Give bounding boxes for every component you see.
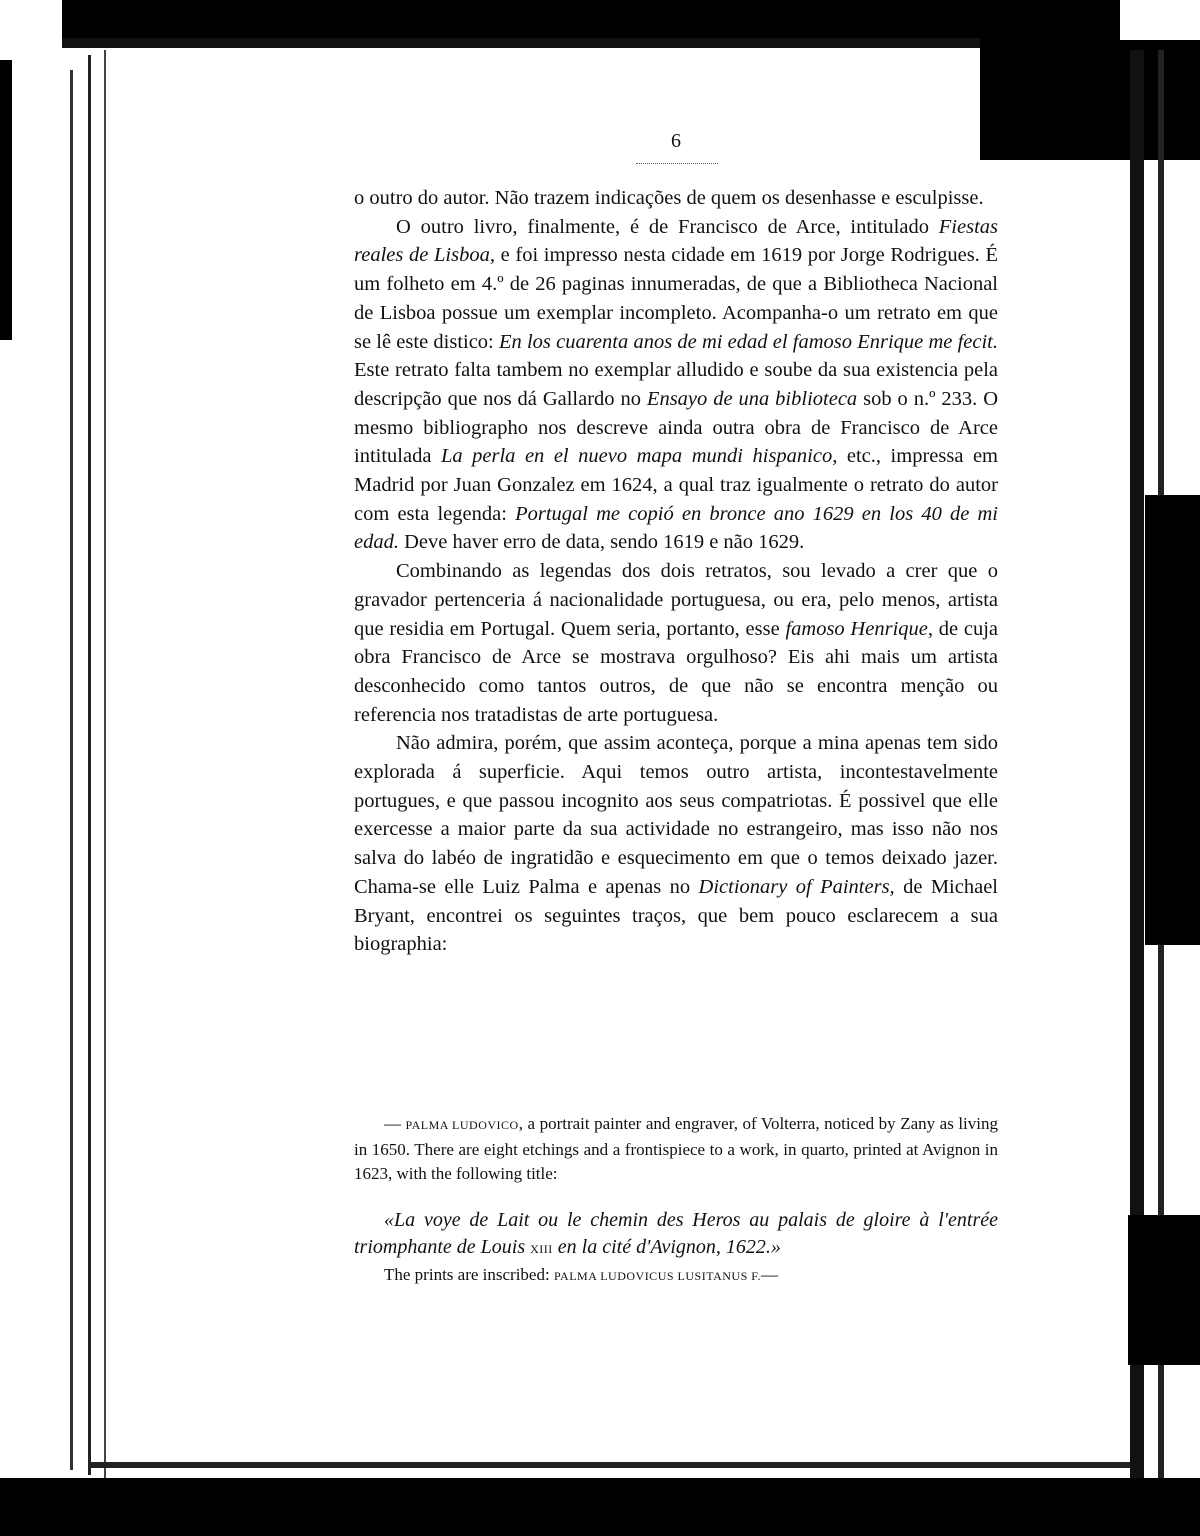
text-run: O outro livro, finalmente, é de Francisco de Arce, intitulado <box>396 215 939 238</box>
inscription-name: PALMA LUDOVICUS LUSITANUS F. <box>553 1268 761 1283</box>
entry-name: PALMA LUDOVICO <box>405 1118 519 1132</box>
paragraph <box>354 213 998 557</box>
text-run: o outro do autor. Não trazem indicações de quem os desenhasse e esculpisse. <box>354 187 984 209</box>
scan-border-bottom <box>0 1478 1200 1536</box>
scan-border-left-band <box>0 60 12 340</box>
dictionary-entry: — PALMA LUDOVICO, a portrait painter and engraver, of Volterra, noticed by Zany as living in 1650. There are eight etchings and a frontispiece to a work, in quarto, printed at Avignon in 1623, with the following title: <box>354 1114 999 1183</box>
page-number-rule <box>636 163 718 164</box>
text-run: Combinando as legendas dos dois retratos, sou levado a crer que o gravador pertenceria á nacionalidade portuguesa, ou era, pelo menos, artista que residia em Portugal. Quem seria, portanto, esse <box>354 560 998 640</box>
italic-title: En los cuarenta anos de mi edad el famoso Enrique me fecit. <box>498 330 998 353</box>
text-run: e foi impresso nesta cidade em 1619 por Jorge Rodrigues. É um folheto em 4.º de 26 paginas innumeradas, de que a Bibliotheca Nacional de Lisboa possue um exemplar incompleto. Acompanha-o um retrato em que se lê este distico: <box>354 244 998 353</box>
paragraph <box>354 729 998 959</box>
italic-title: Fiestas reales de Lisboa, <box>354 215 998 267</box>
text-run: etc., impressa em Madrid por Juan Gonzalez em 1624, a qual traz igualmente o retrato do autor com esta legenda: <box>354 445 998 525</box>
text-run: sob o n.º 233. O mesmo bibliographo nos descreve ainda outra obra de Francisco de Arce intitulada <box>354 387 998 468</box>
scan-block-right-1 <box>1145 495 1200 945</box>
text-run: de cuja obra Francisco de Arce se mostrava orgulhoso? Eis ahi mais um artista desconhecido como tantos outros, de que não se encontra menção ou referencia nos tratadistas de arte portuguesa. <box>354 617 999 726</box>
italic-title: Ensayo de una biblioteca <box>646 387 858 410</box>
italic-title: famoso Henrique, <box>785 617 933 640</box>
scan-line-bottom <box>90 1462 1130 1468</box>
scan-line-left-1 <box>70 70 73 1470</box>
italic-title: La perla en el nuevo mapa mundi hispanico, <box>440 445 838 468</box>
italic-title: Portugal me copió en bronce ano 1629 en los 40 de mi edad. <box>354 502 998 554</box>
text-run: Não admira, porém, que assim aconteça, porque a mina apenas tem sido explorada á superficie. Aqui temos outro artista, incontestavelmente portugues, e que passou incognito aos seus compatriotas. É possivel que elle exercesse a maior parte da sua actividade no estrangeiro, mas isso não nos salva do labéo de ingratidão e esquecimento em que o temos deixado jazer. Chama-se elle Luiz Palma e apenas no <box>354 732 998 898</box>
page-number: 6 <box>671 130 681 152</box>
prints-inscription: The prints are inscribed: PALMA LUDOVICUS LUSITANUS F.— <box>384 1264 778 1284</box>
dictionary-quote <box>354 1112 998 1288</box>
body-text <box>354 184 998 959</box>
scan-border-top-inner <box>60 38 980 48</box>
text-run: Deve haver erro de data, sendo 1619 e não 1629. <box>398 531 805 554</box>
scan-line-left-3 <box>104 50 106 1480</box>
book-title: «La voye de Lait ou le chemin des Heros au palais de gloire à l'entrée triomphante de Louis XIII en la cité d'Avignon, 1622.» <box>354 1208 998 1258</box>
text-run: de Michael Bryant, encontrei os seguintes traços, que bem pouco esclarecem a sua biographia: <box>354 875 998 956</box>
paragraph <box>354 557 998 729</box>
scan-border-top <box>0 0 1200 40</box>
scan-block-right-2 <box>1128 1215 1200 1365</box>
italic-title: Dictionary of Painters, <box>698 875 895 898</box>
paragraph <box>354 184 998 213</box>
scan-line-left-2 <box>88 55 91 1475</box>
text-run: Este retrato falta tambem no exemplar alludido e soube da sua existencia pela descripção que nos dá Gallardo no <box>354 359 998 410</box>
